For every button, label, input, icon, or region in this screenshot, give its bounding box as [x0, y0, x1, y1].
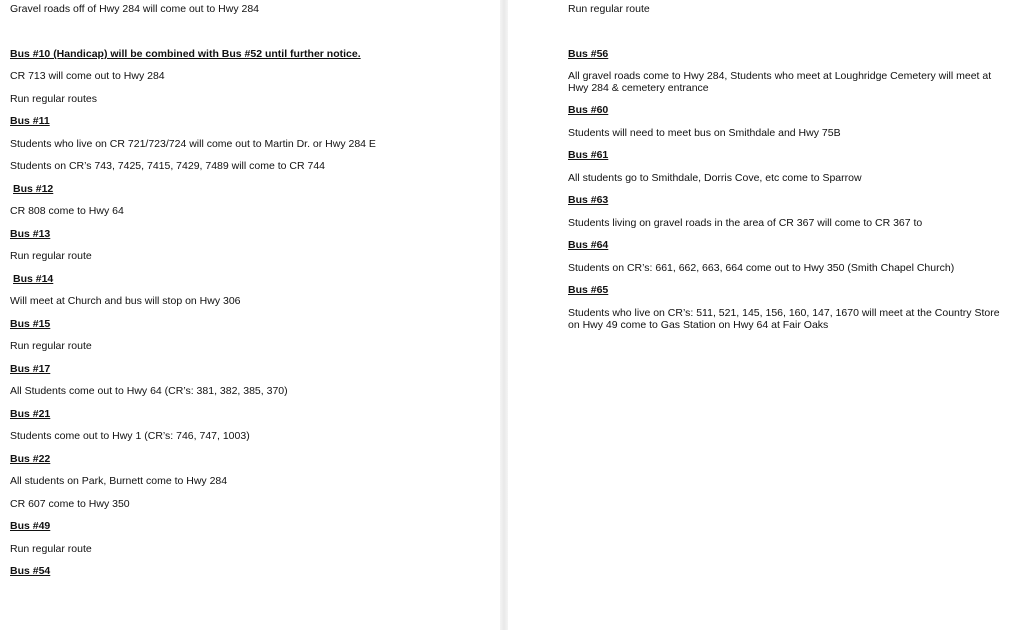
bus-56-heading: Bus #56 — [568, 48, 609, 60]
text-line: All gravel roads come to Hwy 284, Students who meet at Loughridge Cemetery will meet at Hwy 284 & cemetery entrance — [568, 70, 992, 94]
page-divider — [500, 0, 508, 630]
text-line: CR 713 will come out to Hwy 284 — [10, 70, 165, 82]
bus-21-heading: Bus #21 — [10, 408, 51, 420]
bus-11-heading: Bus #11 — [10, 115, 50, 127]
text-line: CR 808 come to Hwy 64 — [10, 205, 124, 217]
text-line: Run regular route — [568, 3, 650, 15]
bus-60-heading: Bus #60 — [568, 104, 609, 116]
document-page-right — [508, 0, 1024, 630]
text-line: Students who live on CR’s: 511, 521, 145, 156, 160, 147, 1670 will meet at the Country Store on Hwy 49 come to Gas Station on Hwy 64 at Fair Oaks — [568, 307, 1000, 331]
bus-14-heading: Bus #14 — [13, 273, 54, 285]
text-line: Run regular route — [10, 250, 92, 262]
text-line: All students go to Smithdale, Dorris Cove, etc come to Sparrow — [568, 172, 862, 184]
bus-61-heading: Bus #61 — [568, 149, 609, 161]
text-line: Students who live on CR 721/723/724 will come out to Martin Dr. or Hwy 284 E — [10, 138, 376, 150]
document-page-left — [0, 0, 500, 630]
bus-17-heading: Bus #17 — [10, 363, 51, 375]
text-line: Students on CR’s: 661, 662, 663, 664 come out to Hwy 350 (Smith Chapel Church) — [568, 262, 955, 274]
bus-22-heading: Bus #22 — [10, 453, 51, 465]
bus-12-heading: Bus #12 — [13, 183, 54, 195]
bus-13-heading: Bus #13 — [10, 228, 51, 240]
bus-54-heading: Bus #54 — [10, 565, 51, 577]
bus-64-heading: Bus #64 — [568, 239, 609, 251]
text-line: Will meet at Church and bus will stop on Hwy 306 — [10, 295, 241, 307]
text-line: Run regular routes — [10, 93, 97, 105]
text-line: CR 607 come to Hwy 350 — [10, 498, 130, 510]
text-line: Students on CR’s 743, 7425, 7415, 7429, 7489 will come to CR 744 — [10, 160, 326, 172]
bus-10-heading: Bus #10 (Handicap) will be combined with Bus #52 until further notice. — [10, 48, 361, 60]
text-line: Students will need to meet bus on Smithdale and Hwy 75B — [568, 127, 841, 139]
text-line: Students come out to Hwy 1 (CR’s: 746, 747, 1003) — [10, 430, 250, 442]
text-line: All students on Park, Burnett come to Hwy 284 — [10, 475, 228, 487]
text-line: Gravel roads off of Hwy 284 will come out to Hwy 284 — [10, 3, 260, 15]
bus-63-heading: Bus #63 — [568, 194, 609, 206]
bus-65-heading: Bus #65 — [568, 284, 609, 296]
text-line: Run regular route — [10, 543, 92, 555]
text-line: All Students come out to Hwy 64 (CR’s: 381, 382, 385, 370) — [10, 385, 288, 397]
bus-49-heading: Bus #49 — [10, 520, 51, 532]
text-line: Run regular route — [10, 340, 92, 352]
text-line: Students living on gravel roads in the area of CR 367 will come to CR 367 to — [568, 217, 923, 229]
bus-15-heading: Bus #15 — [10, 318, 51, 330]
